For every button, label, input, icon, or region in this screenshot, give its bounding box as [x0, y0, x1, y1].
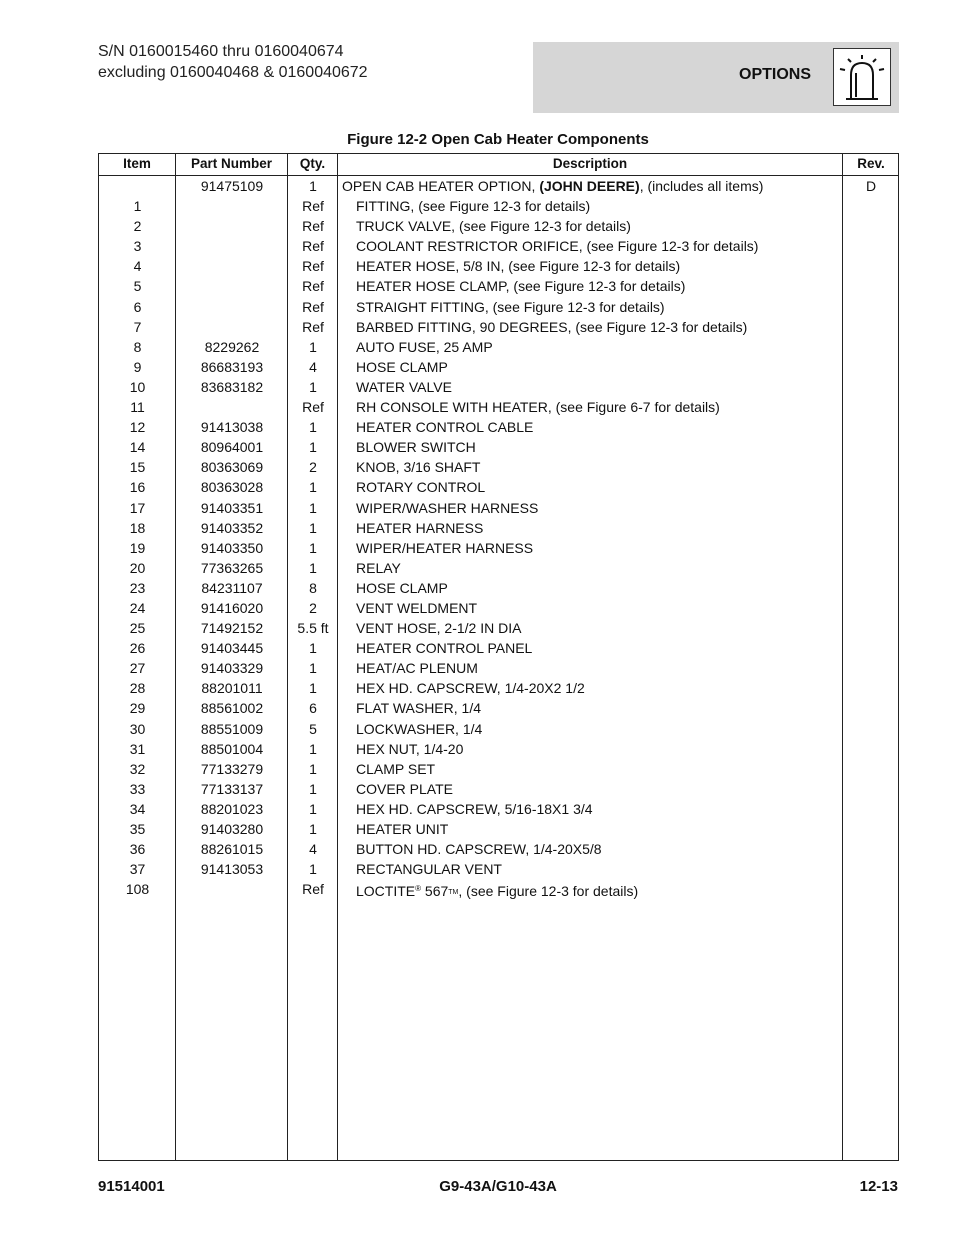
- cell-description: VENT HOSE, 2-1/2 IN DIA: [356, 620, 522, 637]
- cell-part-number: 91403352: [200, 519, 264, 536]
- cell-item: 29: [129, 700, 146, 717]
- serial-line-1: S/N 0160015460 thru 0160040674: [98, 43, 344, 60]
- table-row: [99, 518, 898, 538]
- cell-qty: 1: [309, 378, 317, 395]
- cell-qty: 1: [309, 680, 317, 697]
- cell-part-number: 88561002: [200, 700, 264, 717]
- cell-description: RH CONSOLE WITH HEATER, (see Figure 6-7 for details): [356, 399, 720, 416]
- cell-qty: 1: [309, 419, 317, 436]
- cell-qty: Ref: [302, 238, 324, 255]
- desc-text: 567: [421, 883, 449, 900]
- cell-qty: Ref: [302, 318, 324, 335]
- cell-item: 17: [129, 499, 146, 516]
- cell-qty: 1: [309, 780, 317, 797]
- cell-part-number: 8229262: [204, 338, 260, 355]
- cell-description: ROTARY CONTROL: [356, 479, 486, 496]
- cell-item: 7: [133, 318, 142, 335]
- cell-item: 27: [129, 660, 146, 677]
- cell-part-number: 91413053: [200, 861, 264, 878]
- cell-part-number: 88501004: [200, 740, 264, 757]
- cell-qty: 1: [309, 439, 317, 456]
- cell-item: 18: [129, 519, 146, 536]
- table-row: [99, 256, 898, 276]
- table-row: [99, 719, 898, 739]
- table-row: [99, 538, 898, 558]
- cell-item: 11: [130, 399, 145, 416]
- cell-qty: 1: [309, 559, 317, 576]
- cell-description: HOSE CLAMP: [356, 579, 448, 596]
- cell-part-number: 91403351: [200, 499, 264, 516]
- cell-rev: D: [865, 178, 877, 194]
- table-row: [99, 819, 898, 839]
- footer-part-number: 91514001: [98, 1178, 165, 1195]
- cell-part-number: 91403280: [200, 821, 264, 837]
- cell-item: 16: [129, 479, 146, 496]
- cell-description: HEX HD. CAPSCREW, 5/16-18X1 3/4: [356, 800, 593, 817]
- cell-qty: 4: [309, 841, 317, 858]
- cell-item: 24: [129, 599, 146, 616]
- table-row: [99, 236, 898, 256]
- cell-part-number: 86683193: [200, 358, 264, 375]
- cell-description: COVER PLATE: [356, 780, 453, 797]
- cell-description: HEAT/AC PLENUM: [356, 660, 478, 677]
- column-header-part-number: Part Number: [190, 156, 273, 171]
- section-label: OPTIONS: [739, 66, 812, 83]
- table-row: [99, 658, 898, 678]
- table-row: [99, 678, 898, 698]
- table-row: [99, 276, 898, 296]
- cell-description: HEX HD. CAPSCREW, 1/4-20X2 1/2: [356, 680, 585, 697]
- cell-description: VENT WELDMENT: [356, 599, 478, 616]
- cell-item: 31: [129, 740, 146, 757]
- cell-description: WIPER/WASHER HARNESS: [356, 499, 539, 516]
- table-row: [99, 196, 898, 216]
- desc-text: OPEN CAB HEATER OPTION,: [342, 178, 540, 194]
- cell-part-number: 80363069: [200, 459, 264, 476]
- cell-qty: 8: [309, 579, 317, 596]
- cell-description: HEATER CONTROL PANEL: [356, 640, 533, 657]
- cell-part-number: 91403350: [200, 539, 264, 556]
- serial-line-2: excluding 0160040468 & 0160040672: [98, 64, 368, 81]
- cell-part-number: 91475109: [200, 178, 264, 194]
- cell-item: 4: [133, 258, 142, 275]
- cell-description: FLAT WASHER, 1/4: [356, 700, 481, 717]
- cell-qty: Ref: [302, 399, 324, 416]
- cell-item: 14: [129, 439, 146, 456]
- table-row: [99, 558, 898, 578]
- table-row: [99, 618, 898, 638]
- table-row-assembly: [99, 176, 898, 196]
- cell-item: 32: [129, 760, 146, 777]
- cell-item: 2: [133, 218, 142, 235]
- cell-item: 10: [129, 378, 146, 395]
- table-row: [99, 397, 898, 417]
- footer-model: G9-43A/G10-43A: [439, 1178, 557, 1195]
- cell-description: HEATER UNIT: [356, 821, 449, 837]
- table-row: [99, 357, 898, 377]
- table-row: [99, 779, 898, 799]
- cell-description: AUTO FUSE, 25 AMP: [356, 338, 493, 355]
- table-row: [99, 377, 898, 397]
- cell-item: 34: [129, 800, 146, 817]
- cell-qty: 1: [309, 640, 317, 657]
- beacon-light-icon: [833, 48, 891, 106]
- cell-qty: 2: [309, 599, 317, 616]
- table-row: [99, 799, 898, 819]
- cell-description: HOSE CLAMP: [356, 358, 448, 375]
- cell-description: TRUCK VALVE, (see Figure 12-3 for details): [356, 218, 631, 235]
- cell-item: 19: [129, 539, 146, 556]
- cell-qty: 1: [309, 800, 317, 817]
- cell-item: 28: [129, 680, 146, 697]
- cell-qty: 1: [309, 539, 317, 556]
- cell-part-number: 77133137: [200, 780, 264, 797]
- table-row: [99, 477, 898, 497]
- cell-description: HEX NUT, 1/4-20: [356, 740, 464, 757]
- cell-qty: 4: [309, 358, 317, 375]
- table-row: [99, 337, 898, 357]
- cell-qty: 1: [309, 821, 317, 837]
- figure-title: Figure 12-2 Open Cab Heater Components: [347, 131, 649, 148]
- cell-description: WATER VALVE: [356, 378, 452, 395]
- cell-part-number: 88261015: [200, 841, 264, 858]
- cell-qty: 1: [309, 499, 317, 516]
- column-header-description: Description: [552, 156, 628, 171]
- cell-qty: 6: [309, 700, 317, 717]
- cell-item: 33: [129, 780, 146, 797]
- cell-part-number: 83683182: [200, 378, 264, 395]
- cell-item: 15: [129, 459, 146, 476]
- section-header-box: [533, 42, 899, 113]
- cell-part-number: 84231107: [201, 579, 263, 596]
- cell-description: STRAIGHT FITTING, (see Figure 12-3 for details): [356, 298, 665, 315]
- desc-bold-text: (JOHN DEERE): [539, 178, 640, 194]
- cell-part-number: 88201023: [200, 800, 264, 817]
- table-row: [99, 317, 898, 337]
- table-row: [99, 739, 898, 759]
- table-row: [99, 698, 898, 718]
- table-row: [99, 839, 898, 859]
- cell-description: BARBED FITTING, 90 DEGREES, (see Figure 12-3 for details): [356, 318, 748, 335]
- cell-item: 26: [129, 640, 146, 657]
- desc-text: , (see Figure 12-3 for details): [458, 883, 639, 900]
- cell-description: RELAY: [356, 559, 401, 576]
- cell-part-number: 80363028: [200, 479, 264, 496]
- column-header-rev: Rev.: [857, 156, 885, 171]
- table-row: [99, 598, 898, 618]
- cell-description: BUTTON HD. CAPSCREW, 1/4-20X5/8: [356, 841, 602, 858]
- cell-qty: Ref: [302, 258, 324, 275]
- table-body: [99, 176, 898, 899]
- cell-item: 9: [133, 358, 142, 375]
- cell-item: 8: [133, 338, 142, 355]
- table-row: [99, 638, 898, 658]
- cell-description: COOLANT RESTRICTOR ORIFICE, (see Figure 12-3 for details): [356, 238, 759, 255]
- cell-description: RECTANGULAR VENT: [356, 861, 502, 878]
- cell-item: 25: [129, 620, 146, 637]
- table-row: [99, 457, 898, 477]
- cell-description: CLAMP SET: [356, 760, 436, 777]
- cell-qty: Ref: [302, 881, 324, 898]
- column-header-item: Item: [123, 156, 151, 171]
- cell-part-number: 77363265: [200, 559, 264, 576]
- table-row: [99, 216, 898, 236]
- cell-description: HEATER HOSE, 5/8 IN, (see Figure 12-3 for details): [356, 258, 681, 275]
- cell-qty: 5: [309, 720, 317, 737]
- cell-qty: 5.5 ft: [297, 620, 329, 637]
- table-row: [99, 498, 898, 518]
- cell-item: 36: [129, 841, 146, 858]
- cell-item: 20: [129, 559, 146, 576]
- cell-part-number: 88551009: [200, 720, 264, 737]
- cell-qty: 1: [309, 178, 317, 194]
- cell-part-number: 71492152: [200, 620, 264, 637]
- cell-item: 108: [125, 881, 150, 898]
- cell-item: 12: [129, 419, 146, 436]
- cell-description: WIPER/HEATER HARNESS: [356, 539, 534, 556]
- serial-number-range: [98, 41, 368, 83]
- cell-part-number: 88201011: [201, 680, 263, 697]
- cell-description: BLOWER SWITCH: [356, 439, 476, 456]
- cell-description: HEATER CONTROL CABLE: [356, 419, 534, 436]
- desc-text: LOCTITE: [356, 883, 416, 900]
- cell-item: 3: [133, 238, 142, 255]
- cell-part-number: 91413038: [200, 419, 264, 436]
- cell-qty: 1: [309, 519, 317, 536]
- cell-description: [356, 879, 638, 903]
- table-row: [99, 417, 898, 437]
- table-row: [99, 879, 898, 899]
- cell-qty: 1: [309, 338, 317, 355]
- cell-qty: 2: [309, 459, 317, 476]
- cell-qty: 1: [309, 760, 317, 777]
- table-row: [99, 859, 898, 879]
- cell-item: 23: [129, 579, 146, 596]
- cell-qty: 1: [309, 660, 317, 677]
- cell-part-number: 77133279: [200, 760, 264, 777]
- cell-description: LOCKWASHER, 1/4: [356, 720, 483, 737]
- table-row: [99, 297, 898, 317]
- cell-qty: Ref: [302, 298, 324, 315]
- cell-item: 5: [133, 278, 142, 295]
- desc-text: , (includes all items): [639, 178, 764, 194]
- cell-part-number: 91403329: [200, 660, 264, 677]
- cell-qty: Ref: [302, 218, 324, 235]
- cell-item: 1: [133, 198, 142, 215]
- cell-qty: Ref: [302, 198, 324, 215]
- cell-part-number: 80964001: [200, 439, 264, 456]
- cell-item: 37: [129, 861, 146, 878]
- cell-qty: 1: [309, 740, 317, 757]
- cell-description: HEATER HOSE CLAMP, (see Figure 12-3 for details): [356, 278, 686, 295]
- registered-mark: ®: [415, 884, 422, 894]
- column-header-qty: Qty.: [299, 156, 326, 171]
- cell-qty: 1: [309, 479, 317, 496]
- table-row: [99, 759, 898, 779]
- cell-item: 30: [129, 720, 146, 737]
- cell-qty: Ref: [302, 278, 324, 295]
- table-row: [99, 578, 898, 598]
- cell-item: 6: [133, 298, 142, 315]
- trademark-mark: TM: [448, 889, 459, 897]
- cell-description: HEATER HARNESS: [356, 519, 484, 536]
- table-row: [99, 437, 898, 457]
- cell-part-number: 91416020: [200, 599, 264, 616]
- footer-page-number: 12-13: [859, 1178, 898, 1195]
- cell-description: FITTING, (see Figure 12-3 for details): [356, 198, 591, 215]
- parts-table: [98, 153, 899, 1161]
- cell-item: 35: [129, 821, 146, 837]
- cell-description: [342, 176, 763, 196]
- cell-qty: 1: [309, 861, 317, 878]
- cell-description: KNOB, 3/16 SHAFT: [356, 459, 481, 476]
- cell-part-number: 91403445: [200, 640, 264, 657]
